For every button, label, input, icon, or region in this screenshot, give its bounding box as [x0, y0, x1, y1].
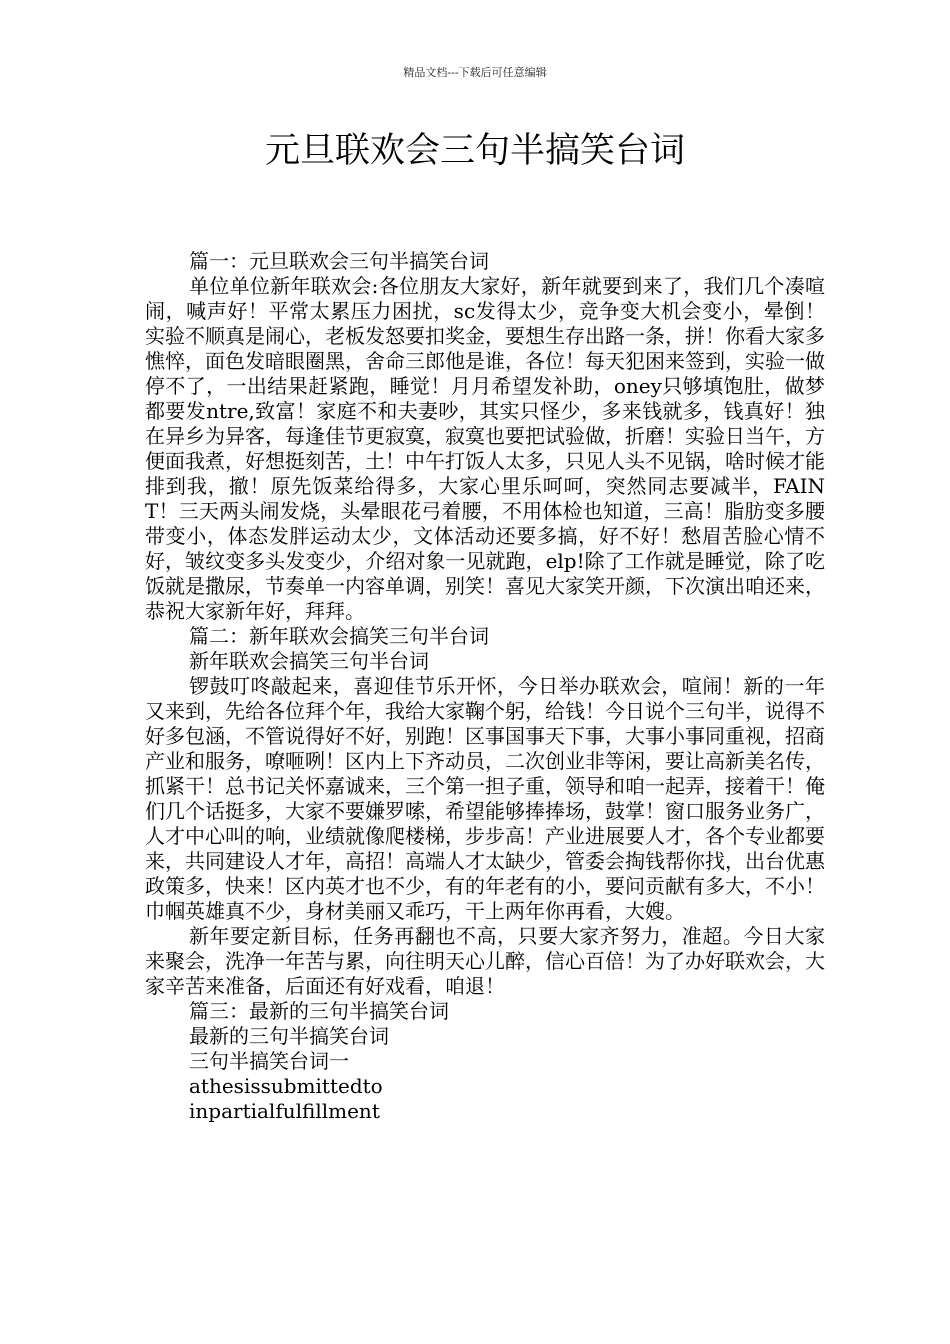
paragraph-section-1-text: 单位单位新年联欢会:各位朋友大家好，新年就要到来了，我们几个凑喧闹，喊声好！平常太累压力困扰，sc发得太少，竞争变大机会变小，晕倒！实验不顺真是闹心，老板发怒要扣奖金，要想生存出路一条，拼！你看大家多憔悴，面色发暗眼圈黑，舍命三郎他是谁，各位！每天犯困来签到，实验一做停不了，一出结果赶紧跑，睡觉！月月希望发补助，oney只够填饱肚，做梦都要发ntre,致富！家庭不和夫妻吵，其实只怪少，多来钱就多，钱真好！独在异乡为异客，每逢佳节更寂寞，寂寞也要把试验做，折磨！实验日当午，方便面我煮，好想挺刻苦，土！中午打饭人太多，只见人头不见锅，啥时候才能排到我，撤！原先饭菜给得多，大家心里乐呵呵，突然同志要减半，FAINT！三天两头闹发烧，头晕眼花弓着腰，不用体检也知道，三高！脂肪变多腰带变小，体态发胖运动太少，文体活动还要多搞，好不好！愁眉苦脸心情不好，皱纹变多头发变少，介绍对象一见就跑，elp!除了工作就是睡觉，除了吃饭就是撒尿，节奏单一内容单调，别笑！喜见大家笑开颜，下次演出咱还来，恭祝大家新年好，拜拜。 [145, 274, 825, 623]
paragraph-section-3-subtitle: 最新的三句半搞笑台词 [189, 1024, 389, 1048]
paragraph-english-line-2: inpartialfulfillment [189, 1099, 380, 1123]
paragraph-english-line-1: athesissubmittedto [189, 1074, 383, 1098]
paragraph-section-1-heading: 篇一：元旦联欢会三句半搞笑台词 [189, 249, 489, 273]
document-title: 元旦联欢会三句半搞笑台词 [264, 131, 685, 171]
document-body [145, 249, 825, 1124]
page-header: 精品文档---下载后可任意编辑 [403, 66, 547, 79]
paragraph-section-2-text: 锣鼓叮咚敲起来，喜迎佳节乐开怀，今日举办联欢会，喧闹！新的一年又来到，先给各位拜个年，我给大家鞠个躬，给钱！今日说个三句半，说得不好多包涵，不管说得好不好，别跑！区事国事天下事，大事小事同重视，招商产业和服务，嘹咂咧！区内上下齐动员，二次创业非等闲，要让高新美名传，抓紧干！总书记关怀嘉诚来，三个第一担子重，领导和咱一起弄，接着干！俺们几个话挺多，大家不要嫌罗嗦，希望能够捧捧场，鼓掌！窗口服务业务广，人才中心叫的响，业绩就像爬楼梯，步步高！产业进展要人才，各个专业都要来，共同建设人才年，高招！高端人才太缺少，管委会掏钱帮你找，出台优惠政策多，快来！区内英才也不少，有的年老有的小，要问贡献有多大，不小！巾帼英雄真不少，身材美丽又乖巧，干上两年你再看，大嫂。 [145, 674, 825, 923]
paragraph-section-3-item-heading: 三句半搞笑台词一 [189, 1049, 349, 1073]
paragraph-section-3-heading: 篇三：最新的三句半搞笑台词 [189, 999, 449, 1023]
paragraph-section-2-heading: 篇二：新年联欢会搞笑三句半台词 [189, 624, 489, 648]
paragraph-section-2-text-continued: 新年要定新目标，任务再翻也不高，只要大家齐努力，准超。今日大家来聚会，洗净一年苦与累，向往明天心儿醉，信心百倍！为了办好联欢会，大家辛苦来准备，后面还有好戏看，咱退！ [145, 924, 825, 998]
paragraph-section-2-subtitle: 新年联欢会搞笑三句半台词 [189, 649, 429, 673]
